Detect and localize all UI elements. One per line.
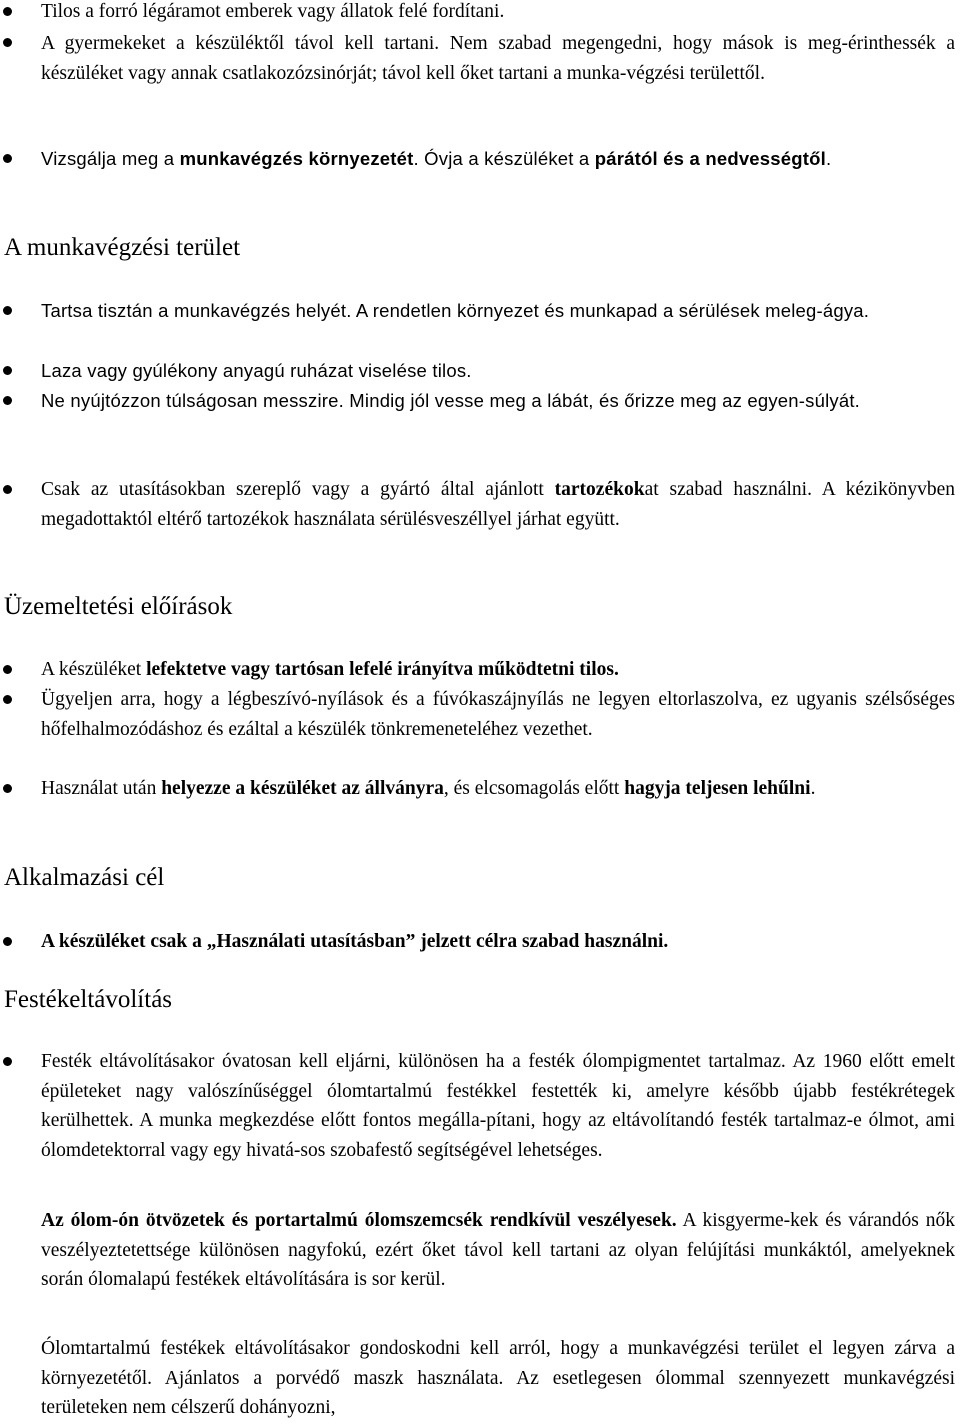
paragraph-text: Csak az utasításokban szereplő vagy a gyártó által ajánlott tartozékokat szabad használni. A kézikönyvben megadottaktól eltérő tartozékok használata sérülésveszéllyel járhat együtt. — [41, 479, 955, 530]
bullet-icon — [3, 396, 12, 405]
paragraph-text: Ólomtartalmú festékek eltávolításakor gondoskodni kell arról, hogy a munkavégzési terület el legyen zárva a környezetétől. Ajánlatos a porvédő maszk használata. Az esetlegesen ólommal szennyezett munkavégzési területeken nem célszerű dohányozni, — [41, 1338, 955, 1418]
section-heading: Alkalmazási cél — [4, 864, 165, 891]
bullet-icon — [3, 306, 12, 315]
bullet-icon — [3, 7, 12, 16]
paragraph-text: Ne nyújtózzon túlságosan messzire. Mindig jól vesse meg a lábát, és őrizze meg az egyen-súlyát. — [41, 390, 860, 411]
paragraph-text: Tartsa tisztán a munkavégzés helyét. A rendetlen környezet és munkapad a sérülések meleg-ágya. — [41, 300, 870, 321]
section-heading: A munkavégzési terület — [4, 234, 241, 261]
paragraph-text: Ügyeljen arra, hogy a légbeszívó-nyílások és a fúvókaszájnyílás ne legyen eltorlaszolva, ez ugyanis szélsőséges hőfelhalmozódáshoz és ezáltal a készülék tönkremeneteléhez vezethet. — [41, 689, 955, 740]
bullet-icon — [3, 485, 12, 494]
bullet-icon — [3, 1057, 12, 1066]
bullet-icon — [3, 937, 12, 946]
bullet-icon — [3, 154, 12, 163]
paragraph-text: A készüléket csak a „Használati utasításban” jelzett célra szabad használni. — [41, 931, 669, 952]
bullet-icon — [3, 784, 12, 793]
paragraph-text: Az ólom-ón ötvözetek és portartalmú ólomszemcsék rendkívül veszélyesek. A kisgyerme-kek és várandós nők veszélyeztetettsége különösen nagyfokú, ezért őket távol kell tartani az olyan felújítási munkáktól, amelyeknek során ólomalapú festékek eltávolítására is sor kerül. — [41, 1210, 955, 1290]
paragraph-text: A gyermekeket a készüléktől távol kell tartani. Nem szabad megengedni, hogy mások is meg-érinthessék a készüléket vagy annak csatlakozózsinórját; távol kell őket tartani a munka-végzési területtől. — [41, 33, 955, 84]
bullet-icon — [3, 366, 12, 375]
bullet-icon — [3, 665, 12, 674]
paragraph-text: Használat után helyezze a készüléket az állványra, és elcsomagolás előtt hagyja teljesen lehűlni. — [41, 778, 816, 799]
paragraph-text: Laza vagy gyúlékony anyagú ruházat viselése tilos. — [41, 360, 472, 381]
section-heading: Üzemeltetési előírások — [4, 593, 233, 620]
paragraph-text: Tilos a forró légáramot emberek vagy állatok felé fordítani. — [41, 1, 505, 22]
section-heading: Festékeltávolítás — [4, 986, 173, 1013]
bullet-icon — [3, 695, 12, 704]
paragraph-text: Vizsgálja meg a munkavégzés környezetét. Óvja a készüléket a párától és a nedvességtől. — [41, 148, 832, 169]
bullet-icon — [3, 38, 12, 47]
paragraph-text: A készüléket lefektetve vagy tartósan lefelé irányítva működtetni tilos. — [41, 659, 619, 680]
paragraph-text: Festék eltávolításakor óvatosan kell eljárni, különösen ha a festék ólompigmentet tartalmaz. Az 1960 előtt emelt épületeket nagy valószínűséggel ólomtartalmú festékkel festették ki, amelyre később újabb festékrétegek kerülhettek. A munka megkezdése előtt fontos megálla-pítani, hogy az eltávolítandó festék tartalmaz-e ólmot, ami ólomdetektorral vagy egy hivatá-sos szobafestő segítségével lehetséges. — [41, 1051, 955, 1161]
